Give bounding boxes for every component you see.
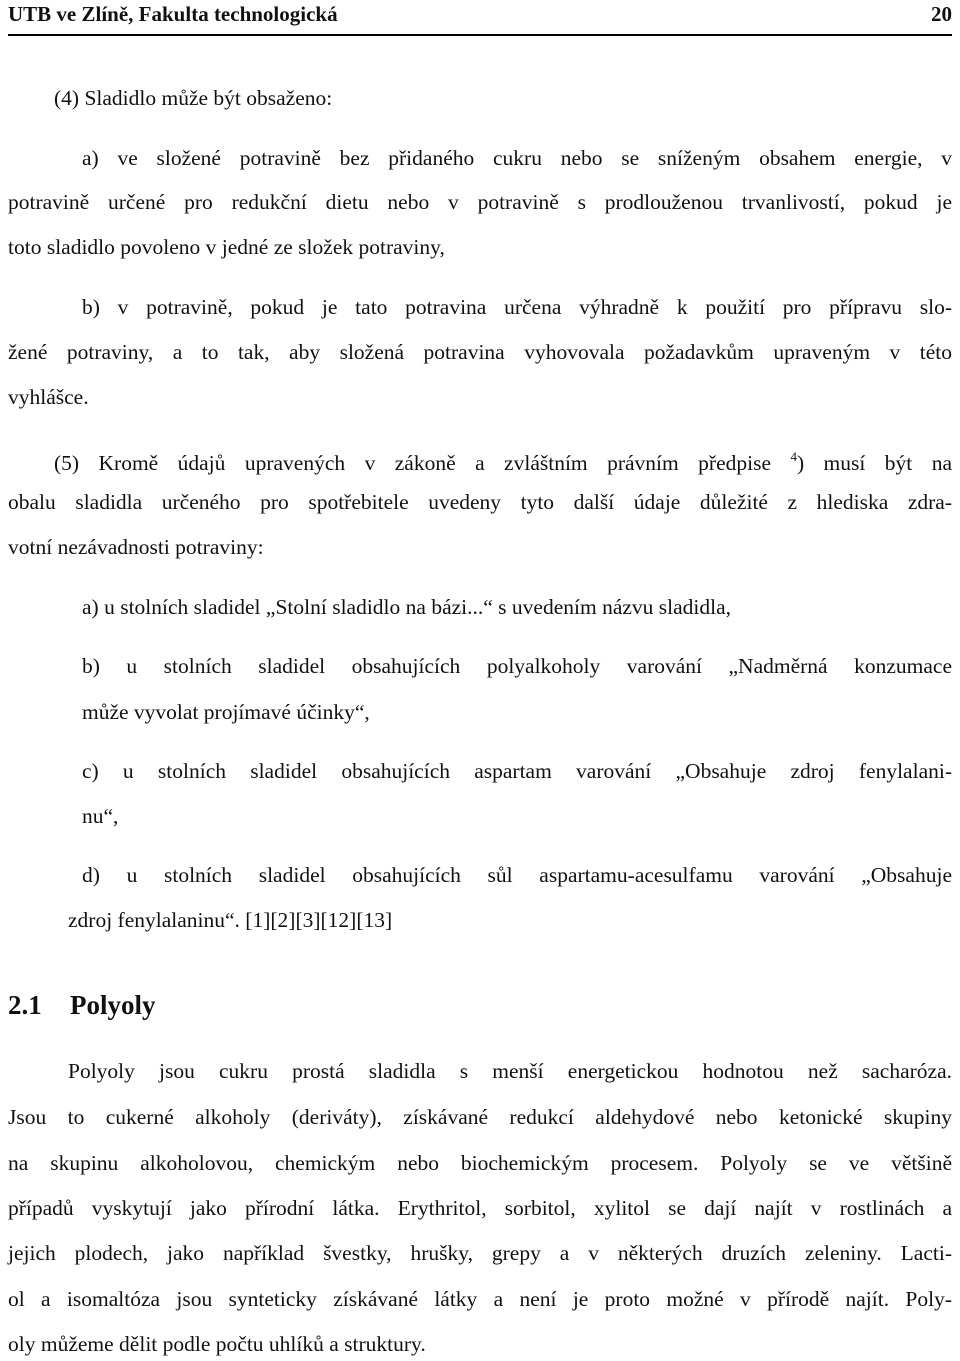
polyoly-line-4: případů vyskytují jako přírodní látka. Erythritol, sorbitol, xylitol se dají najít v rostlinách a	[8, 1196, 952, 1220]
para4-intro: (4) Sladidlo může být obsaženo:	[54, 86, 333, 110]
para5-item-c-line-1: c) u stolních sladidel obsahujících aspartam varování „Obsahuje zdroj fenylalani-	[82, 759, 952, 783]
para4-b-line-2: žené potraviny, a to tak, aby složená potravina vyhovovala požadavkům upraveným v této	[8, 340, 952, 364]
para5-item-c-line-2: nu“,	[82, 804, 119, 828]
para4-a-line-1: a) ve složené potravině bez přidaného cukru nebo se sníženým obsahem energie, v	[82, 146, 952, 170]
section-heading	[8, 990, 156, 1021]
page-number: 20	[931, 2, 952, 26]
para5-line-1-after: ) musí být na	[796, 451, 953, 475]
para4-b-line-1: b) v potravině, pokud je tato potravina určena výhradně k použití pro přípravu slo-	[82, 295, 952, 319]
section-number: 2.1	[8, 990, 42, 1020]
polyoly-line-1: Polyoly jsou cukru prostá sladidla s menší energetickou hodnotou než sacharóza.	[68, 1059, 952, 1083]
para4-a-line-3: toto sladidlo povoleno v jedné ze složek potraviny,	[8, 235, 445, 259]
para5-item-a: a) u stolních sladidel „Stolní sladidlo na bázi...“ s uvedením názvu sladidla,	[82, 595, 732, 619]
para4-a-line-2: potravině určené pro redukční dietu nebo v potravině s prodlouženou trvanlivostí, pokud je	[8, 190, 952, 214]
footnote-ref: 4	[790, 449, 797, 464]
para4-b-line-3: vyhlášce.	[8, 385, 89, 409]
para5-line-1	[54, 444, 952, 476]
polyoly-line-6: ol a isomaltóza jsou synteticky získávané látky a není je proto možné v přírodě najít. Poly-	[8, 1287, 952, 1311]
para5-item-d-line-2: zdroj fenylalaninu“. [1][2][3][12][13]	[68, 908, 393, 932]
para5-line-3: votní nezávadnosti potraviny:	[8, 535, 264, 559]
para5-line-2: obalu sladidla určeného pro spotřebitele uvedeny tyto další údaje důležité z hlediska zdra-	[8, 490, 952, 514]
header-title: UTB ve Zlíně, Fakulta technologická	[8, 2, 338, 26]
section-title: Polyoly	[70, 990, 156, 1020]
para5-item-b-line-2: může vyvolat projímavé účinky“,	[82, 700, 370, 724]
para5-line-1-before: (5) Kromě údajů upravených v zákoně a zvláštním právním předpise	[54, 451, 772, 475]
polyoly-line-3: na skupinu alkoholovou, chemickým nebo biochemickým procesem. Polyoly se ve většině	[8, 1151, 952, 1175]
polyoly-line-2: Jsou to cukerné alkoholy (deriváty), získávané redukcí aldehydové nebo ketonické skupiny	[8, 1105, 952, 1129]
polyoly-line-5: jejich plodech, jako například švestky, hrušky, grepy a v některých druzích zeleniny. Lacti-	[8, 1241, 952, 1265]
para5-item-d-line-1: d) u stolních sladidel obsahujících sůl aspartamu-acesulfamu varování „Obsahuje	[82, 863, 952, 887]
para5-item-b-line-1: b) u stolních sladidel obsahujících polyalkoholy varování „Nadměrná konzumace	[82, 654, 952, 678]
page-header	[8, 0, 952, 36]
polyoly-line-7: oly můžeme dělit podle počtu uhlíků a struktury.	[8, 1332, 426, 1356]
